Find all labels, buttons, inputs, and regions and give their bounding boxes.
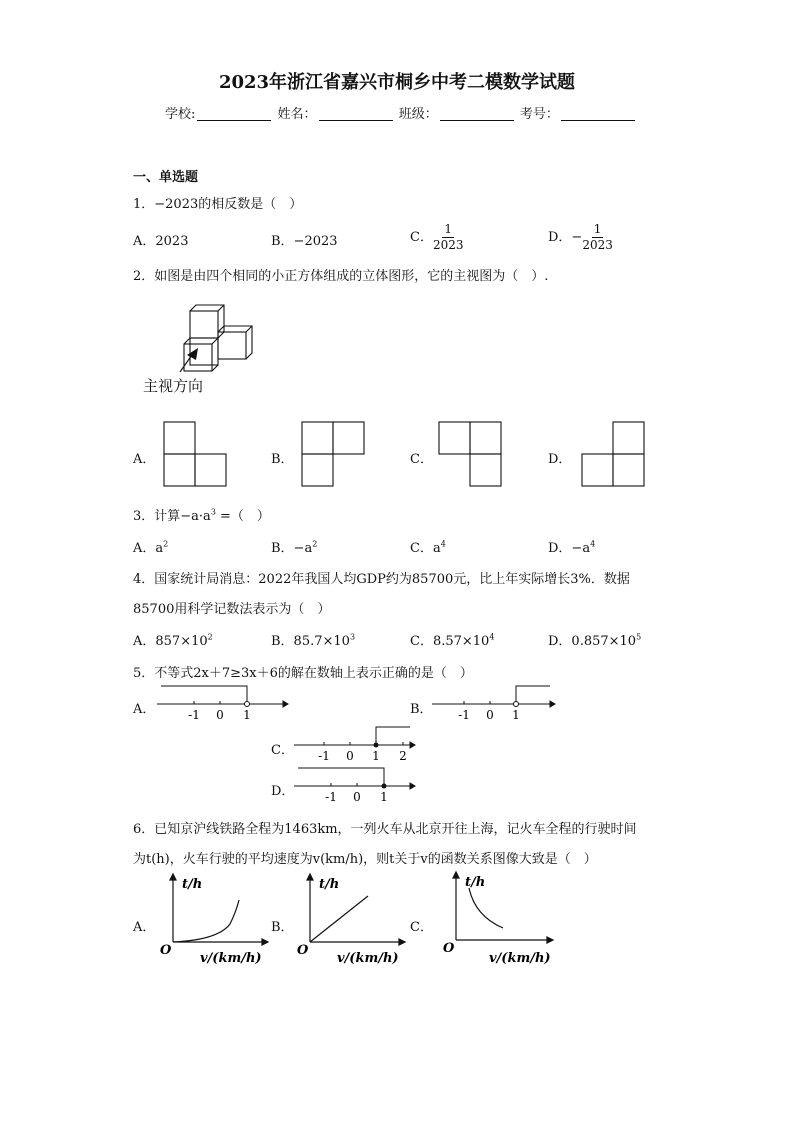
- name-blank[interactable]: [319, 106, 393, 121]
- q6-option-c-graph: [441, 872, 556, 972]
- q5-option-b-numberline: [432, 684, 562, 724]
- name-label: 姓名：: [277, 107, 317, 122]
- q5-option-b[interactable]: B．: [410, 702, 433, 717]
- denominator: 2023: [582, 238, 613, 252]
- q2-option-c[interactable]: C．: [410, 452, 433, 467]
- q2-option-b[interactable]: B．: [271, 452, 294, 467]
- x-axis-label: v/(km/h): [200, 951, 262, 966]
- numerator: 1: [593, 222, 602, 236]
- q4-stem-line-1: 4．国家统计局消息：2022年我国人均GDP约为85700元，比上年实际增长3%．数据: [133, 572, 630, 587]
- view-direction-label: 主视方向: [143, 377, 204, 395]
- tick-label: -1: [318, 749, 330, 763]
- q2-option-b-figure: [302, 422, 366, 488]
- tick-label: 1: [243, 708, 251, 722]
- q6-stem-line-1: 6．已知京沪线铁路全程为1463km，一列火车从北京开往上海，记火车全程的行驶时间: [133, 822, 637, 837]
- q2-option-d[interactable]: D．: [548, 452, 572, 467]
- q2-option-d-figure: [582, 422, 646, 488]
- exponent: 4: [440, 539, 446, 549]
- q3-stem-tail: =（ ）: [215, 509, 270, 524]
- school-label: 学校:: [165, 107, 196, 122]
- q6-option-b-graph: [295, 874, 405, 974]
- q6-option-b[interactable]: B．: [271, 920, 294, 935]
- x-axis-label: v/(km/h): [337, 951, 399, 966]
- school-blank[interactable]: [197, 106, 271, 121]
- base: C．8.57×10: [410, 634, 490, 649]
- q2-option-a[interactable]: A．: [133, 452, 156, 467]
- q1-option-c[interactable]: [410, 222, 464, 253]
- base: C．a: [410, 541, 441, 556]
- q4-option-c[interactable]: [410, 630, 494, 649]
- q2-stem: 2．如图是由四个相同的小正方体组成的立体图形，它的主视图为（ ）.: [133, 269, 549, 284]
- q4-option-a[interactable]: [133, 630, 213, 649]
- q5-option-d-numberline: [294, 766, 418, 806]
- q2-option-a-figure: [164, 422, 228, 488]
- q1-option-d[interactable]: [548, 222, 613, 253]
- exponent: 3: [349, 632, 356, 642]
- q6-stem-line-2: 为t(h)，火车行驶的平均速度为v(km/h)，则t关于v的函数关系图像大致是（ ）: [133, 852, 597, 867]
- graph-line: [310, 896, 368, 942]
- q5-option-a[interactable]: A．: [133, 702, 156, 717]
- q6-option-c[interactable]: C．: [410, 920, 433, 935]
- exam-number-label: 考号：: [519, 107, 559, 122]
- q4-stem-line-2: 85700用科学记数法表示为（ ）: [133, 602, 331, 617]
- q5-stem: 5．不等式2x＋7≥3x＋6的解在数轴上表示正确的是（ ）: [133, 666, 473, 681]
- q3-stem: [133, 505, 270, 524]
- tick-label: 0: [216, 708, 224, 722]
- exponent: 2: [207, 632, 213, 642]
- class-blank[interactable]: [440, 106, 514, 121]
- base: A．857×10: [133, 634, 208, 649]
- q1-option-a[interactable]: A．2023: [133, 234, 189, 249]
- origin-label: O: [443, 941, 455, 956]
- exponent: 4: [590, 539, 596, 549]
- y-axis-label: t/h: [465, 875, 486, 890]
- q1-stem: 1．−2023的相反数是（ ）: [133, 197, 303, 212]
- view-direction-arrow: [187, 348, 198, 360]
- q5-option-c-numberline: [294, 725, 418, 765]
- tick-label: -1: [188, 708, 200, 722]
- exponent: 5: [636, 632, 642, 642]
- base: B．85.7×10: [271, 634, 350, 649]
- tick-label: 0: [353, 790, 361, 804]
- q1-option-b[interactable]: B．−2023: [271, 234, 338, 249]
- q3-option-b[interactable]: [271, 537, 317, 556]
- y-axis-label: t/h: [319, 877, 340, 892]
- page-title: 2023年浙江省嘉兴市桐乡中考二模数学试题: [218, 72, 576, 93]
- q2-option-c-figure: [439, 422, 503, 488]
- q3-stem-text: 3．计算−a·a: [133, 509, 211, 524]
- tick-label: -1: [458, 708, 470, 722]
- y-axis-label: t/h: [182, 877, 203, 892]
- q4-option-b[interactable]: [271, 630, 355, 649]
- section-heading: 一、单选题: [133, 170, 199, 185]
- q1-option-c-label: C．: [410, 230, 433, 245]
- origin-label: O: [297, 943, 309, 958]
- graph-curve: [469, 888, 503, 928]
- exponent: 2: [163, 539, 169, 549]
- base: A．a: [133, 541, 164, 556]
- tick-label: 0: [346, 749, 354, 763]
- q1-option-d-label: D．−: [548, 230, 583, 245]
- tick-label: 0: [486, 708, 494, 722]
- q6-option-a[interactable]: A．: [133, 920, 156, 935]
- q6-option-a-graph: [158, 874, 268, 974]
- q5-option-d[interactable]: D．: [271, 784, 295, 799]
- denominator: 2023: [432, 238, 464, 252]
- base: D．0.857×10: [548, 634, 637, 649]
- base: D．−a: [548, 541, 591, 556]
- origin-label: O: [160, 943, 172, 958]
- exponent: 3: [210, 507, 216, 517]
- q3-option-a[interactable]: [133, 537, 168, 556]
- exponent: 4: [489, 632, 495, 642]
- q1-option-c-fraction: [433, 222, 464, 253]
- numerator: 1: [444, 222, 453, 236]
- tick-label: 1: [372, 749, 380, 763]
- exam-number-blank[interactable]: [561, 106, 635, 121]
- tick-label: 1: [512, 708, 520, 722]
- tick-label: 2: [399, 749, 407, 763]
- q3-option-c[interactable]: [410, 537, 446, 556]
- q3-option-d[interactable]: [548, 537, 595, 556]
- graph-curve: [173, 900, 239, 942]
- q4-option-d[interactable]: [548, 630, 641, 649]
- q5-option-a-numberline: [157, 684, 289, 724]
- class-label: 班级：: [398, 107, 438, 122]
- tick-label: -1: [325, 790, 337, 804]
- q5-option-c[interactable]: C．: [271, 743, 294, 758]
- student-info-line: [165, 103, 637, 122]
- exponent: 2: [312, 539, 318, 549]
- x-axis-label: v/(km/h): [489, 951, 551, 966]
- base: B．−a: [271, 541, 313, 556]
- q1-option-d-fraction: [582, 222, 613, 253]
- tick-label: 1: [380, 790, 388, 804]
